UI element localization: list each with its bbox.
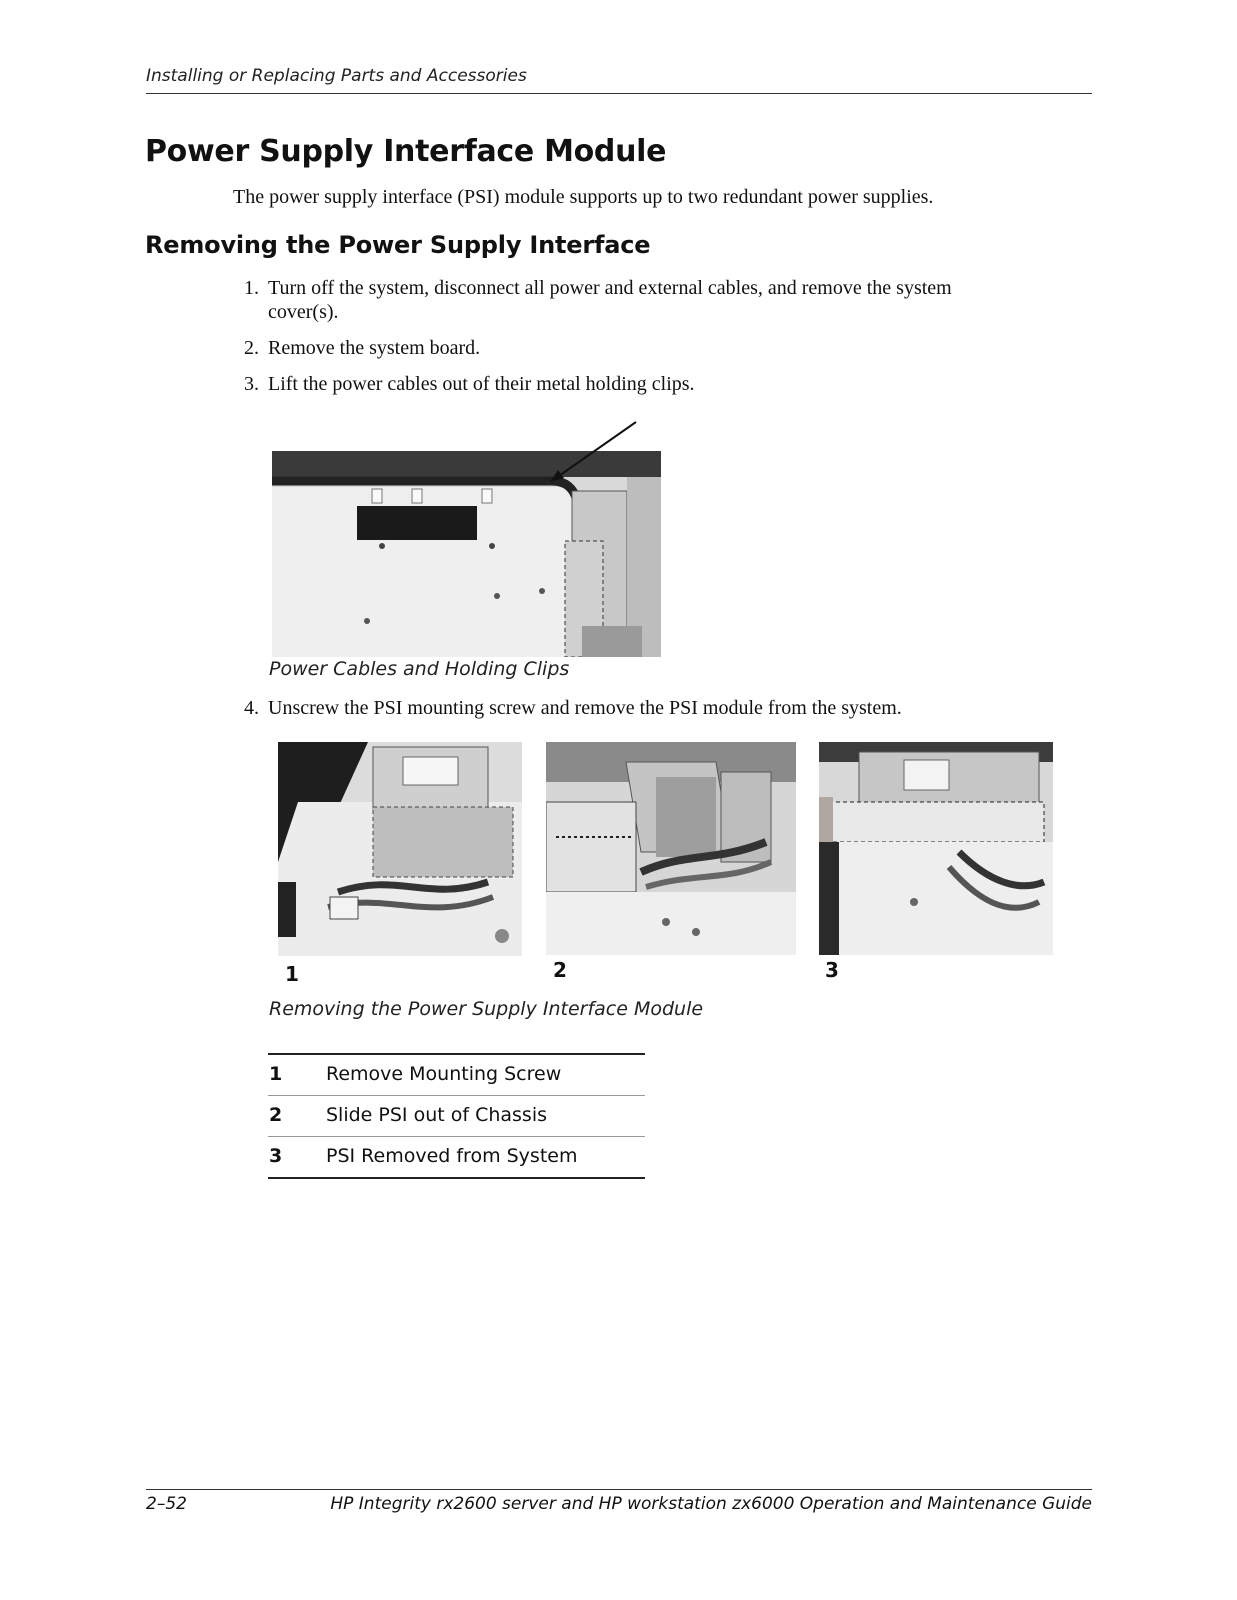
figure-caption: Power Cables and Holding Clips: [269, 658, 570, 680]
step-number: 2.: [244, 337, 259, 359]
footer-rule: [146, 1489, 1092, 1490]
header-rule: [146, 93, 1092, 94]
step-text-line: cover(s).: [268, 301, 339, 323]
legend-key: 3: [269, 1145, 283, 1167]
remove-mounting-screw-photo: [278, 742, 522, 956]
legend-key: 1: [269, 1063, 283, 1085]
table-row: [268, 1137, 645, 1177]
step-text-line: Unscrew the PSI mounting screw and remove the PSI module from the system.: [268, 697, 902, 719]
step-4: [244, 696, 1064, 720]
step-text-line: Lift the power cables out of their metal holding clips.: [268, 373, 695, 395]
page-number: 2–52: [146, 1494, 187, 1514]
callout-2: 2: [553, 958, 567, 982]
subsection-title: Removing the Power Supply Interface: [145, 231, 651, 259]
legend-key: 2: [269, 1104, 283, 1126]
step-number: 1.: [244, 277, 259, 299]
running-header: Installing or Replacing Parts and Accessories: [146, 66, 527, 86]
step-text-line: Remove the system board.: [268, 337, 481, 359]
legend-text: Remove Mounting Screw: [326, 1063, 562, 1085]
callout-3: 3: [825, 958, 839, 982]
psi-removed-photo: [819, 742, 1053, 955]
table-row: [268, 1055, 645, 1096]
section-title: Power Supply Interface Module: [145, 134, 667, 169]
step-2: [244, 336, 1064, 360]
step-1: [244, 276, 1064, 324]
slide-psi-out-photo: [546, 742, 796, 955]
callout-legend-table: [268, 1053, 645, 1179]
section-intro: The power supply interface (PSI) module supports up to two redundant power supplies.: [233, 186, 934, 208]
book-title: HP Integrity rx2600 server and HP workstation zx6000 Operation and Maintenance Guide: [330, 1494, 1092, 1514]
step-text-line: Turn off the system, disconnect all power and external cables, and remove the system: [268, 277, 952, 299]
legend-text: PSI Removed from System: [326, 1145, 578, 1167]
legend-text: Slide PSI out of Chassis: [326, 1104, 548, 1126]
table-row: [268, 1096, 645, 1137]
callout-arrow-icon: [540, 418, 650, 488]
figure-caption: Removing the Power Supply Interface Module: [269, 998, 704, 1020]
step-number: 3.: [244, 373, 259, 395]
step-3: [244, 372, 1064, 396]
callout-1: 1: [285, 962, 299, 986]
step-number: 4.: [244, 697, 259, 719]
